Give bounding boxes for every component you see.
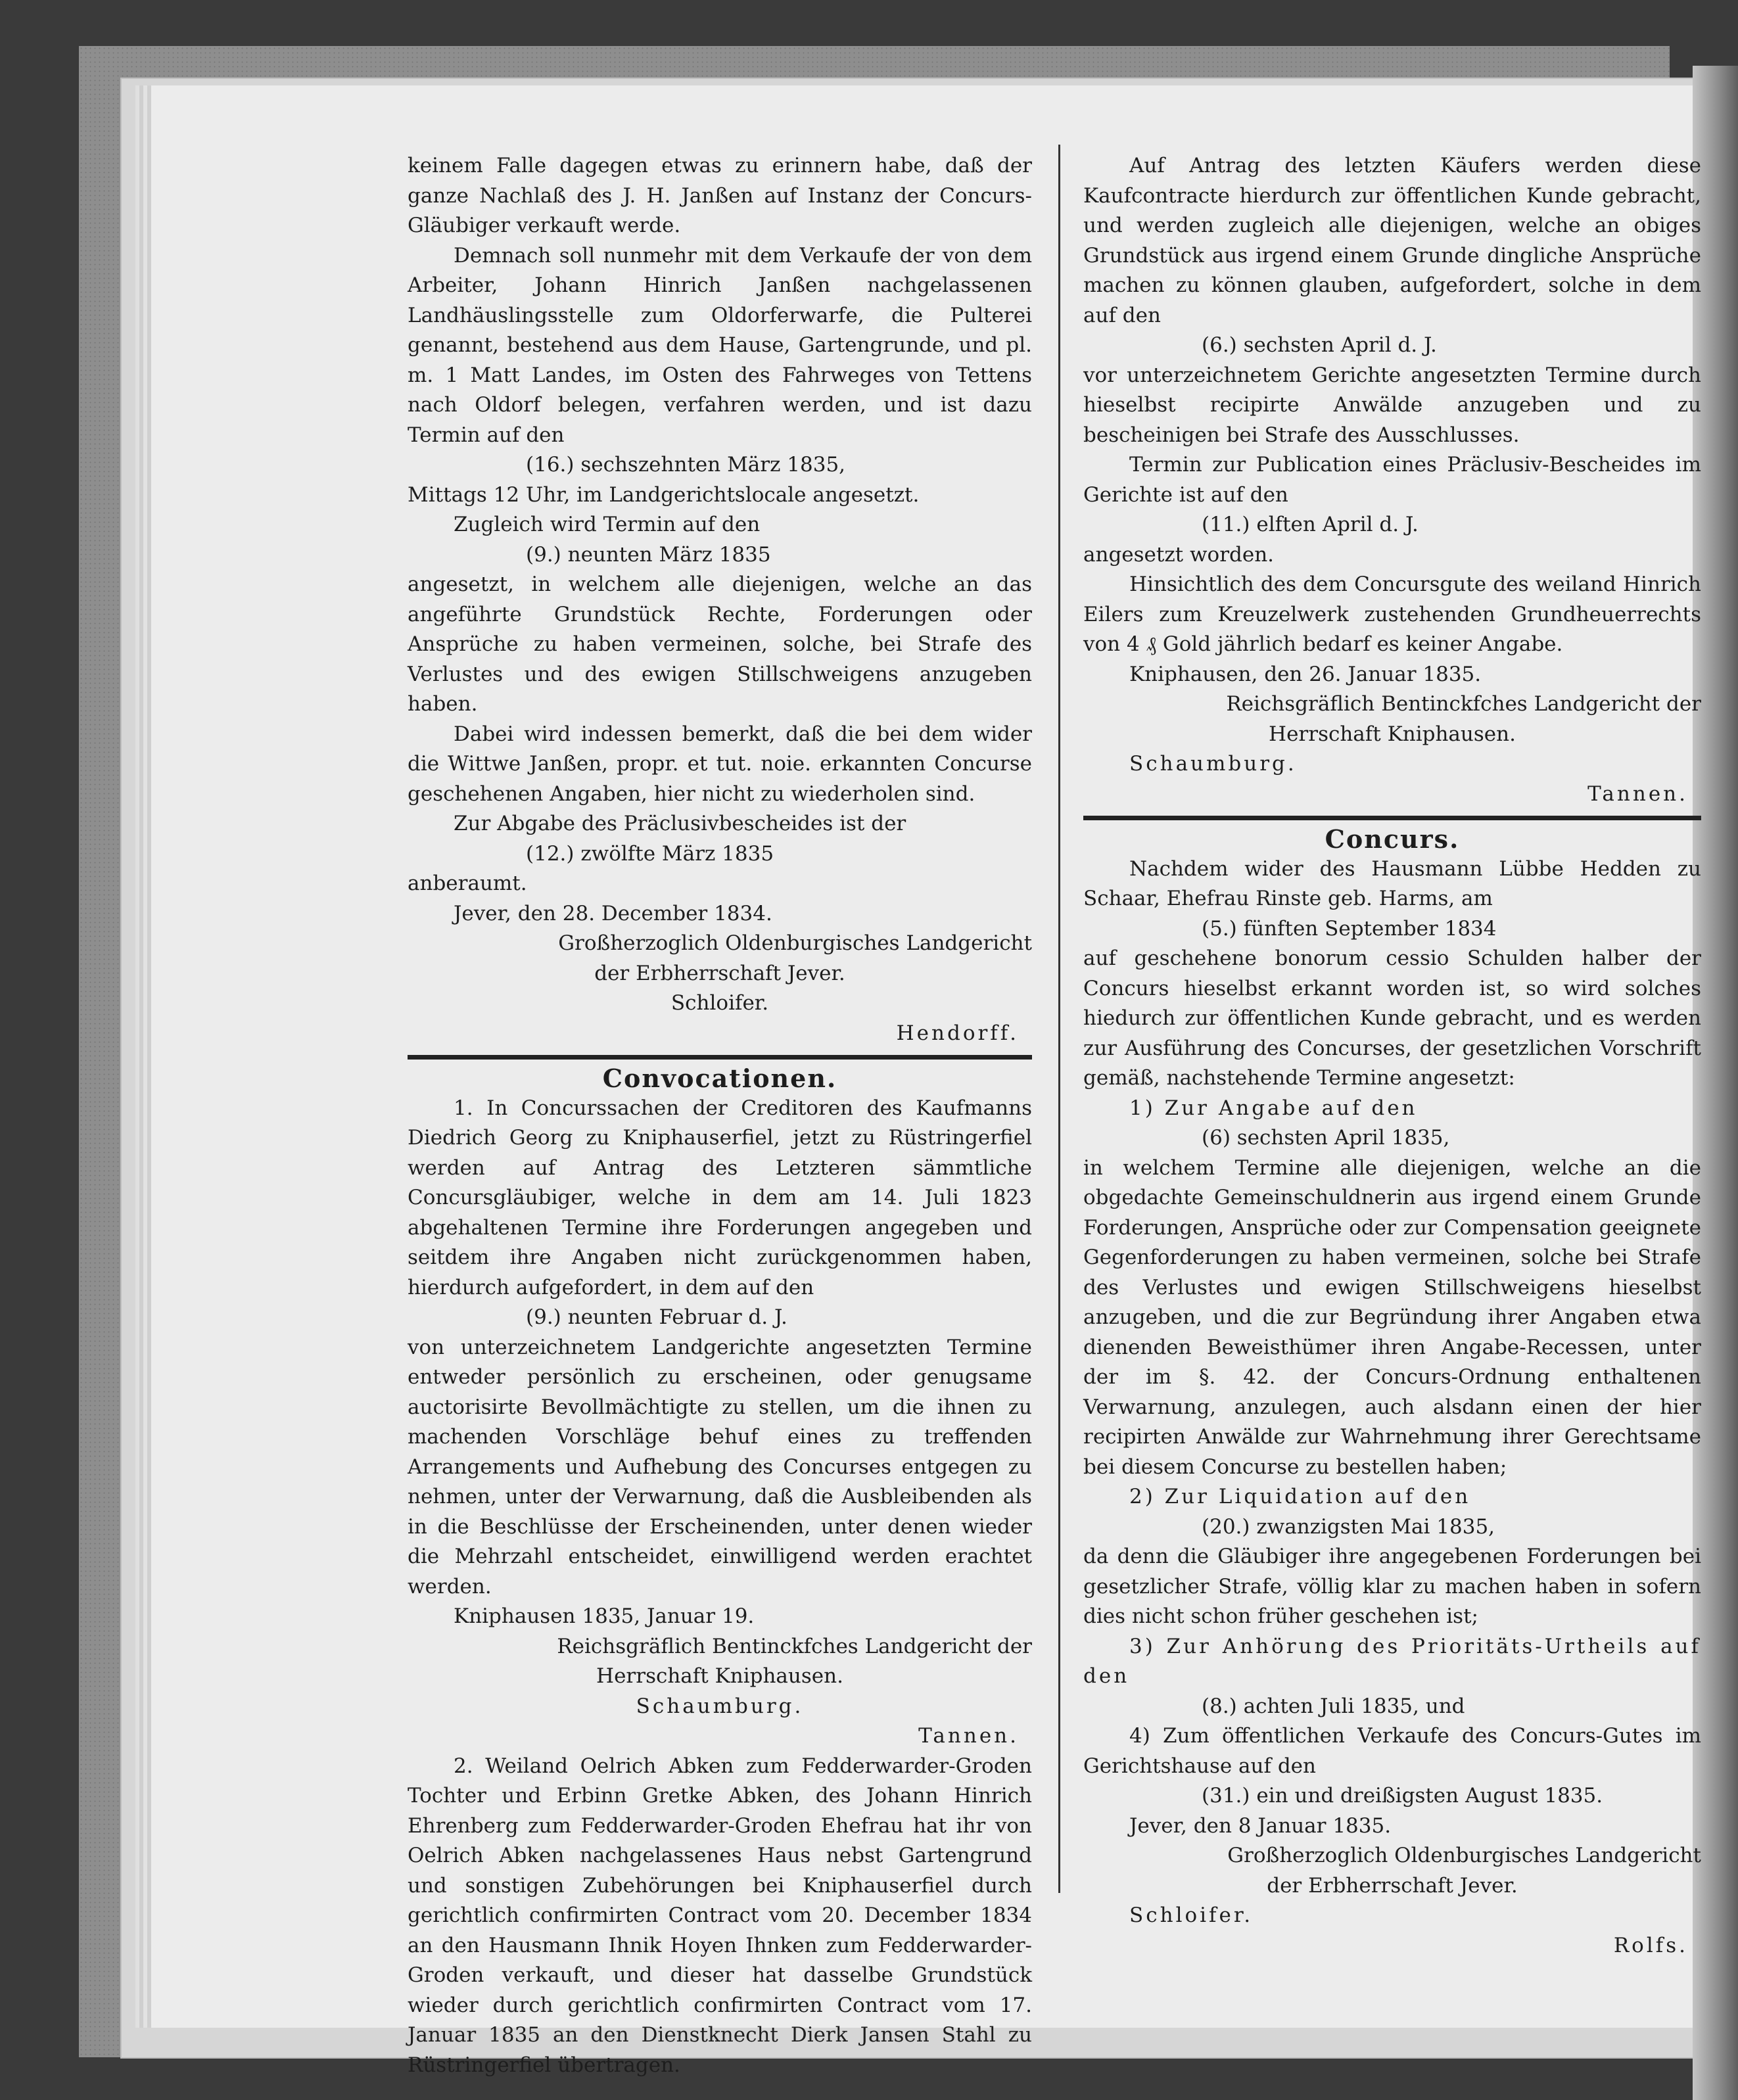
- paragraph: Dabei wird indessen bemerkt, daß die bei dem wider die Wittwe Janßen, propr. et tut. noie. erkannten Concurse geschehenen Angaben, hier nicht zu wiederholen sind.: [408, 722, 1032, 806]
- place-date: Jever, den 28. December 1834.: [454, 901, 772, 925]
- list-item: 4) Zum öffentlichen Verkaufe des Concurs-Gutes im Gerichtshause auf den: [1083, 1724, 1701, 1778]
- section-rule: [408, 1055, 1032, 1060]
- signature: Schaumburg.: [636, 1694, 804, 1718]
- paragraph: Zur Abgabe des Präclusivbescheides ist der: [454, 812, 906, 835]
- paragraph: in welchem Termine alle diejenigen, welche an die obgedachte Gemeinschuldnerin aus irgend einem Grunde Forderungen, Ansprüche oder zur Compensation geeignete Gegenforderungen zu haben vermeinen, solche bei Strafe des Verlustes und ewigen Stillschweigens hieselbst anzugeben, und die zur Begründung ihrer Angaben etwa dienenden Beweisthümer ihren Angabe-Recessen, unter der im §. 42. der Concurs-Ordnung enthaltenen Verwarnung, anzulegen, auch alsdann einen der hier recipirten Anwälde zur Wahrnehmung ihrer Gerechtsame bei diesem Concurse zu bestellen haben;: [1083, 1155, 1701, 1479]
- place-date: Kniphausen, den 26. Januar 1835.: [1129, 662, 1482, 686]
- paragraph: Hinsichtlich des dem Concursgute des weiland Hinrich Eilers zum Kreuzelwerk zustehenden Grundheuerrechts von 4 ₰ Gold jährlich bedarf es keiner Angabe.: [1083, 572, 1701, 656]
- paragraph: keinem Falle dagegen etwas zu erinnern habe, daß der ganze Nachlaß des J. H. Janßen auf Instanz der Concurs-Gläubiger verkauft werde.: [408, 154, 1032, 237]
- court-name: Reichsgräflich Bentinckfches Landgericht der: [1226, 692, 1701, 716]
- court-name: der Erbherrschaft Jever.: [1267, 1873, 1518, 1898]
- date-line: (12.) zwölfte März 1835: [526, 841, 774, 866]
- list-item: 3) Zur Anhörung des Prioritäts-Urtheils auf den: [1083, 1634, 1701, 1688]
- signature: Schloifer.: [1129, 1903, 1254, 1927]
- place-date: Kniphausen 1835, Januar 19.: [454, 1604, 755, 1628]
- signature: Tannen.: [918, 1724, 1019, 1748]
- court-name: der Erbherrschaft Jever.: [594, 961, 845, 985]
- date-line: (16.) sechszehnten März 1835,: [526, 453, 846, 477]
- paragraph: Termin zur Publication eines Präclusiv-Bescheides im Gerichte ist auf den: [1083, 453, 1701, 507]
- paragraph: Nachdem wider des Hausmann Lübbe Hedden zu Schaar, Ehefrau Rinste geb. Harms, am: [1083, 856, 1701, 910]
- paragraph: angesetzt worden.: [1083, 542, 1275, 567]
- signature: Hendorff.: [896, 1021, 1019, 1045]
- signature: Tannen.: [1587, 782, 1688, 806]
- paragraph: 2. Weiland Oelrich Abken zum Fedderwarder-Groden Tochter und Erbinn Gretke Abken, des Johann Hinrich Ehrenberg zum Fedderwarder-Groden Ehefrau hat ihr von Oelrich Abken nachgelassenes Haus nebst Gartengrund und sonstigen Zubehörungen bei Kniphauserfiel durch gerichtlich confirmirten Contract vom 20. December 1834 an den Hausmann Ihnik Hoyen Ihnken zum Fedderwarder-Groden verkauft, und dieser hat dasselbe Grundstück wieder durch gerichtlich confirmirten Contract vom 17. Januar 1835 an den Dienstknecht Dierk Jansen Stahl zu Rüstringerfiel übertragen.: [408, 1754, 1032, 2077]
- paragraph: anberaumt.: [408, 872, 527, 895]
- date-line: (9.) neunten Februar d. J.: [526, 1305, 787, 1329]
- signature: Rolfs.: [1613, 1933, 1688, 1957]
- date-line: (5.) fünften September 1834: [1202, 916, 1497, 941]
- signature: Schloifer.: [670, 991, 769, 1015]
- court-name: Herrschaft Kniphausen.: [596, 1664, 843, 1688]
- paragraph: Demnach soll nunmehr mit dem Verkaufe der von dem Arbeiter, Johann Hinrich Janßen nachgelassenen Landhäuslingsstelle zum Oldorferwarfe, die Pulterei genannt, bestehend aus dem Hause, Gartengrunde, und pl. m. 1 Matt Landes, im Osten des Fahrweges von Tettens nach Oldorf belegen, verfahren werden, und ist dazu Termin auf den: [408, 243, 1032, 447]
- paragraph: Auf Antrag des letzten Käufers werden diese Kaufcontracte hierdurch zur öffentlichen Kunde gebracht, und werden zugleich alle diejenigen, welche an obiges Grundstück aus irgend einem Grunde dingliche Ansprüche machen zu können glauben, aufgefordert, solche in dem auf den: [1083, 154, 1701, 327]
- left-column: [408, 151, 1032, 2080]
- paragraph: angesetzt, in welchem alle diejenigen, welche an das angeführte Grundstück Rechte, Forderungen oder Ansprüche zu haben vermeinen, solche, bei Strafe des Verlustes und des ewigen Stillschweigens anzugeben haben.: [408, 572, 1032, 716]
- court-name: Großherzoglich Oldenburgisches Landgericht: [558, 931, 1032, 955]
- list-item: 2) Zur Liquidation auf den: [1129, 1485, 1471, 1508]
- right-column: [1083, 151, 1701, 1961]
- paragraph: 1. In Concurssachen der Creditoren des Kaufmanns Diedrich Georg zu Kniphauserfiel, jetzt zu Rüstringerfiel werden auf Antrag des Letzteren sämmtliche Concursgläubiger, welche in dem am 14. Juli 1823 abgehaltenen Termine ihre Forderungen angegeben und seitdem ihre Angaben nicht zurückgenommen haben, hierdurch aufgefordert, in dem auf den: [408, 1096, 1032, 1299]
- section-heading: Concurs.: [1325, 824, 1460, 854]
- date-line: (8.) achten Juli 1835, und: [1202, 1694, 1465, 1718]
- section-rule: [1083, 816, 1701, 820]
- court-name: Reichsgräflich Bentinckfches Landgericht der: [557, 1634, 1032, 1658]
- date-line: (11.) elften April d. J.: [1202, 513, 1419, 536]
- paragraph: auf geschehene bonorum cessio Schulden halber der Concurs hieselbst erkannt worden ist, so wird solches hiedurch zur öffentlichen Kunde gebracht, und es werden zur Ausführung des Concurses, der gesetzlichen Vorschrift gemäß, nachstehende Termine angesetzt:: [1083, 946, 1701, 1090]
- date-line: (9.) neunten März 1835: [526, 542, 771, 567]
- paragraph: Mittags 12 Uhr, im Landgerichtslocale angesetzt.: [408, 482, 920, 507]
- paragraph: vor unterzeichnetem Gerichte angesetzten Termine durch hieselbst recipirte Anwälde anzugeben und zu bescheinigen bei Strafe des Ausschlusses.: [1083, 363, 1701, 447]
- court-name: Großherzoglich Oldenburgisches Landgericht: [1227, 1844, 1701, 1867]
- court-name: Herrschaft Kniphausen.: [1269, 722, 1516, 746]
- paragraph: von unterzeichnetem Landgerichte angesetzten Termine entweder persönlich zu erscheinen, oder genugsame auctorisirte Bevollmächtigte zu stellen, um die ihnen zu machenden Vorschläge behuf eines zu treffenden Arrangements und Aufhebung des Concurses entgegen zu nehmen, unter der Verwarnung, daß die Ausbleibenden als in die Beschlüsse der Erscheinenden, unter denen wieder die Mehrzahl entscheidet, einwilligend werden erachtet werden.: [408, 1335, 1032, 1598]
- column-divider: [1058, 145, 1060, 1893]
- date-line: (6.) sechsten April d. J.: [1202, 333, 1437, 357]
- place-date: Jever, den 8 Januar 1835.: [1129, 1813, 1392, 1838]
- section-heading: Convocationen.: [602, 1063, 837, 1093]
- signature: Schaumburg.: [1129, 752, 1297, 776]
- paragraph: Zugleich wird Termin auf den: [454, 513, 761, 536]
- date-line: (20.) zwanzigsten Mai 1835,: [1202, 1514, 1495, 1539]
- paragraph: da denn die Gläubiger ihre angegebenen Forderungen bei gesetzlicher Strafe, völlig klar zu machen haben in sofern dies nicht schon früher geschehen ist;: [1083, 1545, 1701, 1628]
- list-item: 1) Zur Angabe auf den: [1129, 1096, 1418, 1120]
- date-line: (6) sechsten April 1835,: [1202, 1126, 1450, 1150]
- date-line: (31.) ein und dreißigsten August 1835.: [1202, 1784, 1603, 1808]
